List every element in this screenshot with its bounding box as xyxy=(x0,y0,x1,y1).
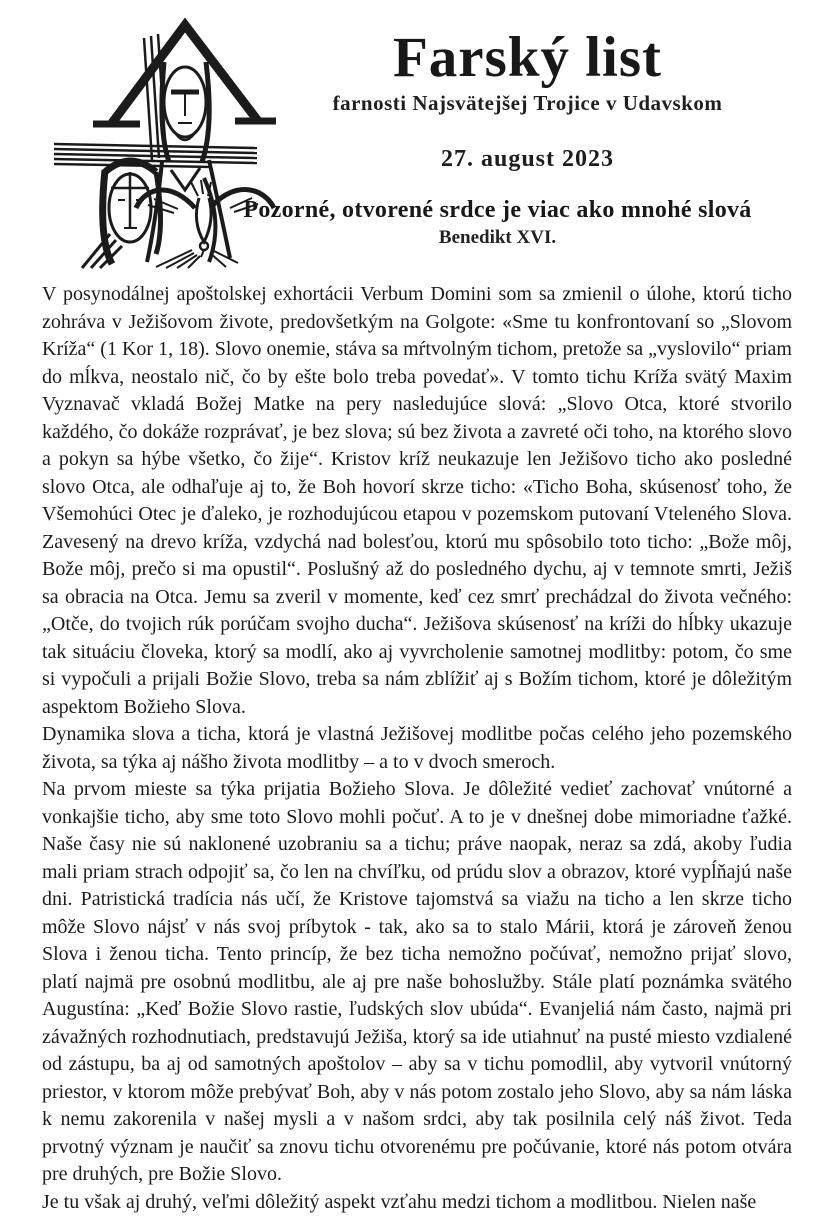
newsletter-title: Farský list xyxy=(235,28,820,88)
headline-block xyxy=(175,197,820,249)
masthead xyxy=(235,28,820,173)
newsletter-subtitle: farnosti Najsvätejšej Trojice v Udavskom xyxy=(235,91,820,116)
body-paragraph-1: V posynodálnej apoštolskej exhortácii Verbum Domini som sa zmienil o úlohe, ktorú ticho zohráva v Ježišovom živote, predovšetkým na Golgote: «Sme tu konfrontovaní so „Slovom Kríža“ (1 Kor 1, 18). Slovo onemie, stáva sa mŕtvolným tichom, pretože sa „vyslovilo“ priam do mĺkva, neostalo nič, čo by ešte bolo treba povedať». V tomto tichu Kríža svätý Maxim Vyznavač vkladá Božej Matke na pery nasledujúce slová: „Slovo Otca, ktoré stvorilo každého, čo dokáže rozprávať, je bez slova; sú bez života a zavreté oči toho, na ktorého slovo a pokyn sa hýbe všetko, čo žije“. Kristov kríž neukazuje len Ježišovo ticho ako posledné slovo Otca, ale odhaľuje aj to, že Boh hovorí skrze ticho: «Ticho Boha, skúsenosť toho, že Všemohúci Otec je ďaleko, je rozhodujúcou etapou v pozemskom putovaní Vteleného Slova. Zavesený na drevo kríža, vzdychá nad bolesťou, ktorú mu spôsobilo toto ticho: „Bože môj, Bože môj, prečo si ma opustil“. Poslušný až do posledného dychu, aj v temnote smrti, Ježiš sa obracia na Otca. Jemu sa zveril v momente, keď cez smrť prechádzal do života večného: „Otče, do tvojich rúk porúčam svojho ducha“. Ježišova skúsenosť na kríži do hĺbky ukazuje tak situáciu človeka, ktorý sa modlí, ako aj vyvrcholenie samotnej modlitby: potom, čo sme si vypočuli a prijali Božie Slovo, treba sa nám zblížiť aj s Božím tichom, ktoré je dôležitým aspektom Božieho Slova. xyxy=(42,281,792,721)
article-body xyxy=(42,281,792,1216)
headline-attribution: Benedikt XVI. xyxy=(175,227,820,249)
body-paragraph-2: Dynamika slova a ticha, ktorá je vlastná Ježišovej modlitbe počas celého jeho pozemského života, sa týka aj nášho života modlitby – a to v dvoch smeroch. xyxy=(42,721,792,776)
body-paragraph-3: Na prvom mieste sa týka prijatia Božieho Slova. Je dôležité vedieť zachovať vnútorné a vonkajšie ticho, aby sme toto Slovo mohli počuť. A to je v dnešnej dobe mimoriadne ťažké. Naše časy nie sú naklonené uzobraniu sa a tichu; práve naopak, neraz sa zdá, akoby ľudia mali priam strach odpojiť sa, čo len na chvíľku, od prúdu slov a obrazov, ktoré vypĺňajú naše dni. Patristická tradícia nás učí, že Kristove tajomstvá sa viažu na ticho a len skrze ticho môže Slovo nájsť v nás svoj príbytok - tak, ako sa to stalo Márii, ktorá je zároveň ženou Slova i ženou ticha. Tento princíp, že bez ticha nemožno počúvať, nemožno prijať slovo, platí najmä pre osobnú modlitbu, ale aj pre naše bohoslužby. Stále platí poznámka svätého Augustína: „Keď Božie Slovo rastie, ľudských slov ubúda“. Evanjeliá nám často, najmä pri závažných rozhodnutiach, predstavujú Ježiša, ktorý sa ide utiahnuť na pusté miesto vzdialené od zástupu, ba aj od samotných apoštolov – aby sa v tichu pomodlil, aby vytvoril vnútorný priestor, v ktorom môže prebývať Boh, aby v nás potom zostalo jeho Slovo, aby sa nám láska k nemu zakorenila v našej mysli a v našom srdci, aby tak posilnila celý náš život. Teda prvotný význam je naučiť sa znovu tichu otvorenému pre počúvanie, ktoré nás potom otvára pre druhých, pre Božie Slovo. xyxy=(42,776,792,1189)
issue-date: 27. august 2023 xyxy=(235,146,820,173)
body-paragraph-4: Je tu však aj druhý, veľmi dôležitý aspekt vzťahu medzi tichom a modlitbou. Nielen naše xyxy=(42,1189,792,1216)
article-headline: Pozorné, otvorené srdce je viac ako mnohé slová xyxy=(175,197,820,224)
